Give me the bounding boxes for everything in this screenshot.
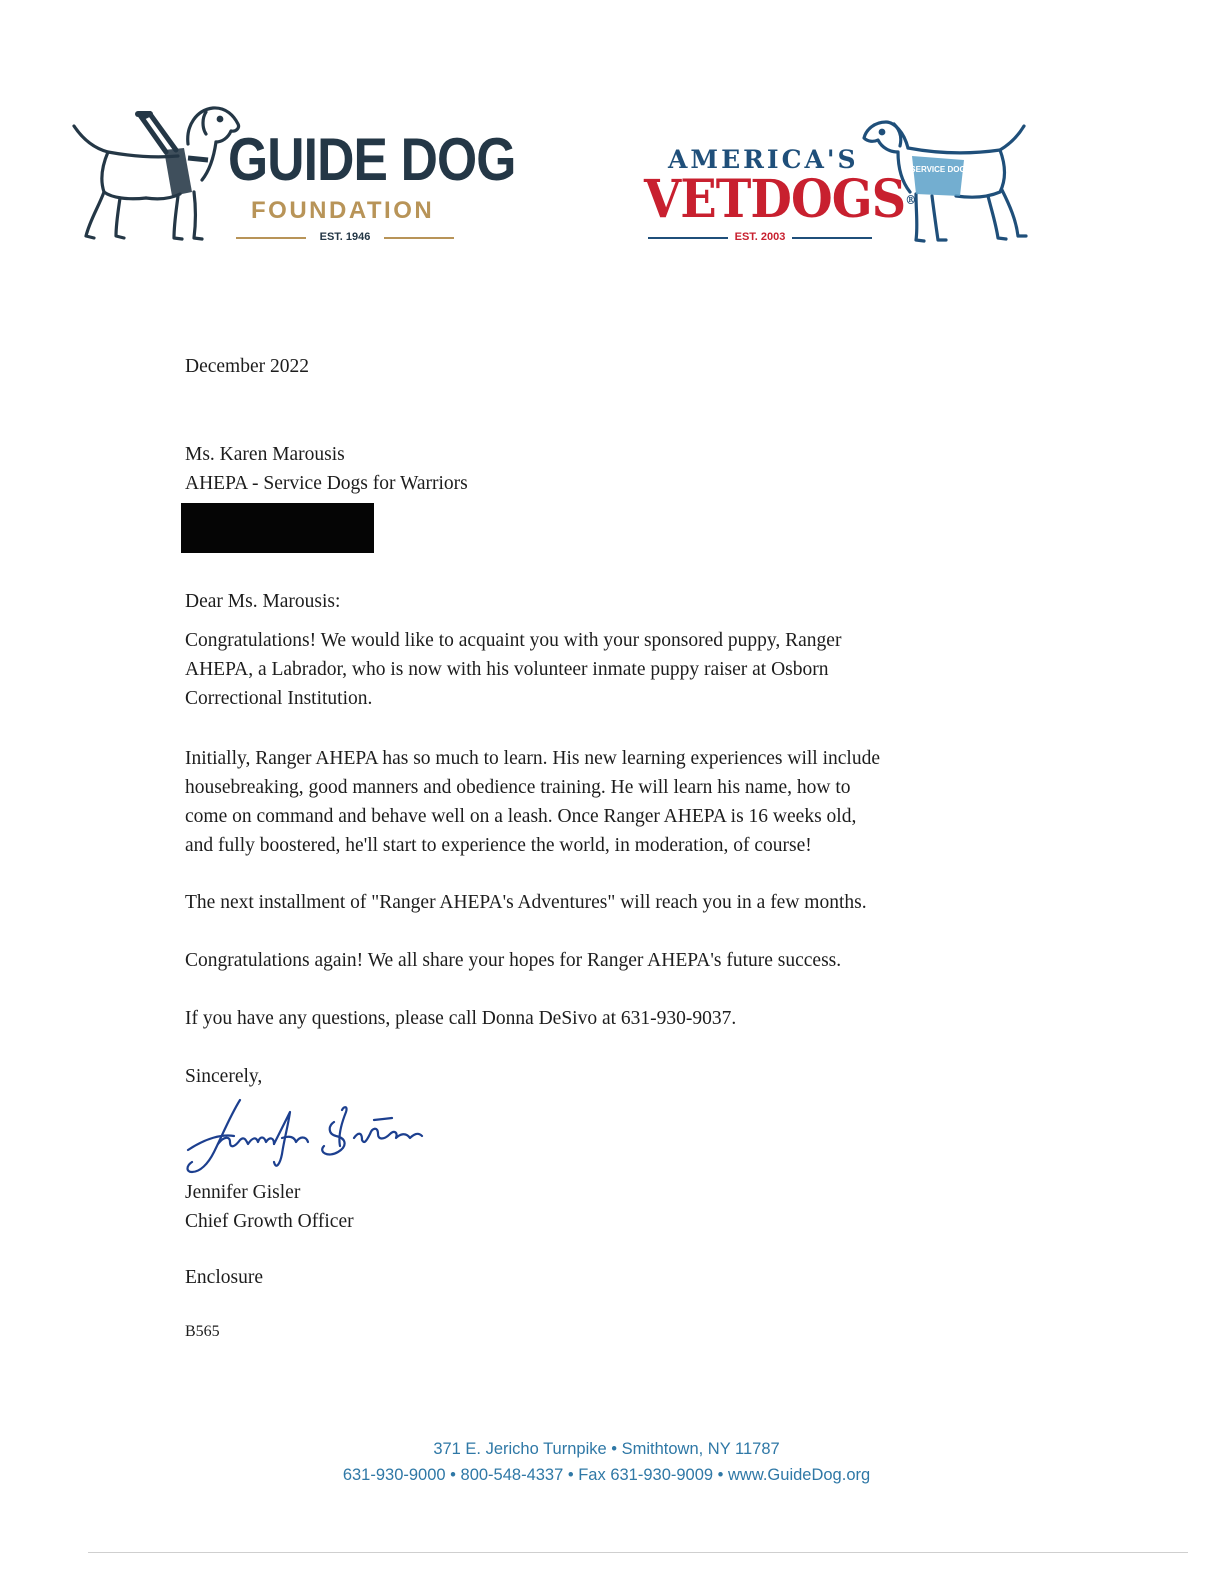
paragraph-introduction bbox=[185, 626, 841, 713]
guide-dog-harness-icon bbox=[68, 100, 243, 250]
enclosure-note: Enclosure bbox=[185, 1267, 263, 1288]
handwritten-signature bbox=[178, 1092, 478, 1182]
signer-name: Jennifer Gisler bbox=[185, 1182, 301, 1203]
paragraph-next-installment: The next installment of "Ranger AHEPA's Adventures" will reach you in a few months. bbox=[185, 892, 867, 913]
paragraph-congratulations: Congratulations again! We all share your hopes for Ranger AHEPA's future success. bbox=[185, 950, 842, 971]
americas-vetdogs-logo bbox=[640, 100, 1040, 250]
foundation-subtitle: FOUNDATION bbox=[251, 197, 435, 224]
bottom-rule bbox=[88, 1552, 1188, 1553]
registered-mark: ® bbox=[905, 193, 916, 207]
salutation: Dear Ms. Marousis: bbox=[185, 591, 341, 612]
signer-block bbox=[185, 1178, 354, 1236]
paragraph-line: Initially, Ranger AHEPA has so much to learn. His new learning experiences will include bbox=[185, 748, 880, 769]
paragraph-contact: If you have any questions, please call Donna DeSivo at 631-930-9037. bbox=[185, 1008, 737, 1029]
paragraph-line: AHEPA, a Labrador, who is now with his volunteer inmate puppy raiser at Osborn bbox=[185, 659, 829, 680]
paragraph-line: housebreaking, good manners and obedience training. He will learn his name, how to bbox=[185, 777, 851, 798]
footer-address: 371 E. Jericho Turnpike • Smithtown, NY 11787 bbox=[433, 1440, 780, 1458]
footer-contacts: 631-930-9000 • 800-548-4337 • Fax 631-930-9009 • www.GuideDog.org bbox=[342, 1466, 871, 1484]
guide-dog-foundation-logo bbox=[68, 100, 516, 250]
vest-text: SERVICE DOG bbox=[910, 165, 966, 174]
signer-title: Chief Growth Officer bbox=[185, 1211, 354, 1232]
paragraph-line: and fully boostered, he'll start to experience the world, in moderation, of course! bbox=[185, 835, 812, 856]
redaction-block bbox=[181, 503, 374, 553]
service-dog-vest-icon bbox=[860, 108, 1030, 248]
letterhead-footer bbox=[0, 1436, 1213, 1488]
paragraph-line: Congratulations! We would like to acquaint you with your sponsored puppy, Ranger bbox=[185, 630, 842, 651]
vetdogs-americas-label: AMERICA'S bbox=[668, 145, 859, 174]
closing: Sincerely, bbox=[185, 1066, 263, 1087]
recipient-organization: AHEPA - Service Dogs for Warriors bbox=[185, 473, 468, 494]
recipient-address bbox=[185, 440, 468, 498]
reference-code: B565 bbox=[185, 1323, 220, 1340]
paragraph-line: Correctional Institution. bbox=[185, 688, 373, 709]
vetdogs-established: EST. 2003 bbox=[644, 230, 876, 244]
guide-dog-title: GUIDE DOG bbox=[228, 126, 516, 193]
paragraph-line: come on command and behave well on a leash. Once Ranger AHEPA is 16 weeks old, bbox=[185, 806, 857, 827]
recipient-name: Ms. Karen Marousis bbox=[185, 444, 345, 465]
guide-dog-established: EST. 1946 bbox=[230, 230, 460, 244]
paragraph-training bbox=[185, 744, 880, 860]
letter-date: December 2022 bbox=[185, 356, 309, 377]
vetdogs-name-text: VETDOGS bbox=[644, 169, 906, 230]
